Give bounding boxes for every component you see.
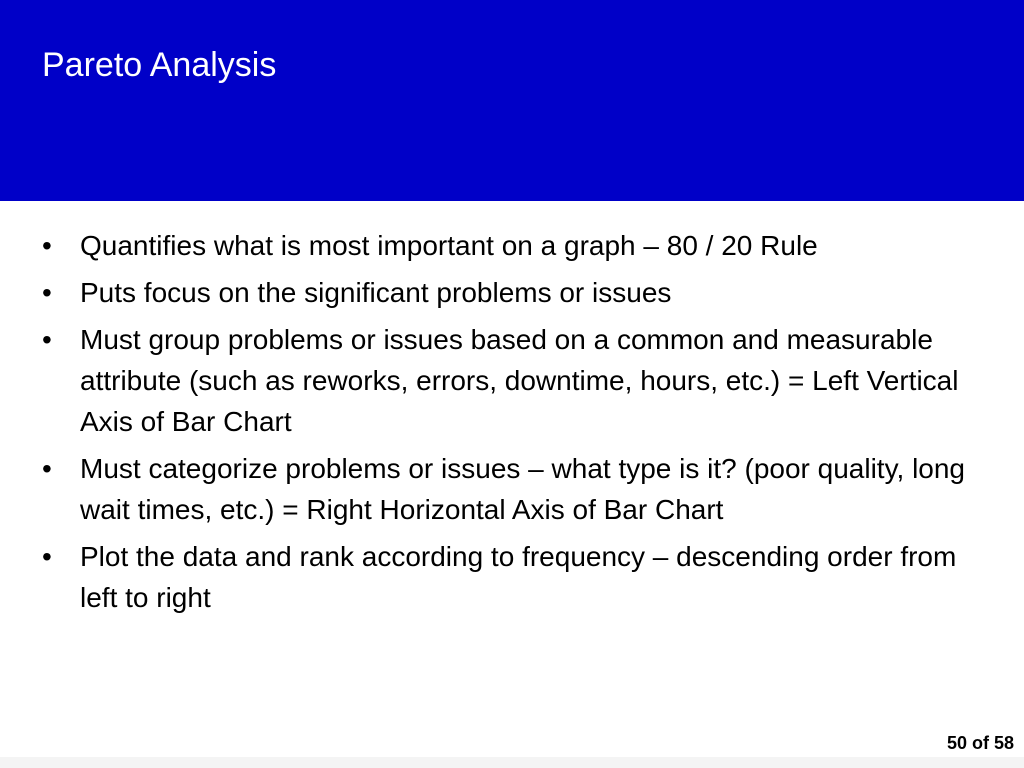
- bullet-item: [0, 272, 1024, 313]
- bullet-marker: •: [42, 230, 52, 261]
- slide-header: [0, 0, 1024, 201]
- bullet-item: [0, 225, 1024, 266]
- bullet-list: [0, 225, 1024, 624]
- bullet-marker: •: [42, 453, 52, 484]
- page-number: 50 of 58: [946, 733, 1014, 753]
- slide-footer-bar: [0, 757, 1024, 768]
- bullet-item: [0, 319, 1024, 442]
- bullet-item: [0, 536, 1024, 618]
- bullet-marker: •: [42, 541, 52, 572]
- bullet-marker: •: [42, 324, 52, 355]
- slide-title: Pareto Analysis: [42, 46, 277, 84]
- bullet-text: Must group problems or issues based on a common and measurable attribute (such as reworks, errors, downtime, hours, etc.) = Left Vertical Axis of Bar Chart: [80, 324, 959, 437]
- bullet-text: Must categorize problems or issues – what type is it? (poor quality, long wait times, etc.) = Right Horizontal Axis of Bar Chart: [80, 453, 966, 525]
- bullet-text: Puts focus on the significant problems or issues: [80, 277, 672, 308]
- bullet-text: Quantifies what is most important on a graph – 80 / 20 Rule: [80, 230, 818, 261]
- bullet-item: [0, 448, 1024, 530]
- bullet-text: Plot the data and rank according to frequency – descending order from left to right: [80, 541, 957, 613]
- bullet-marker: •: [42, 277, 52, 308]
